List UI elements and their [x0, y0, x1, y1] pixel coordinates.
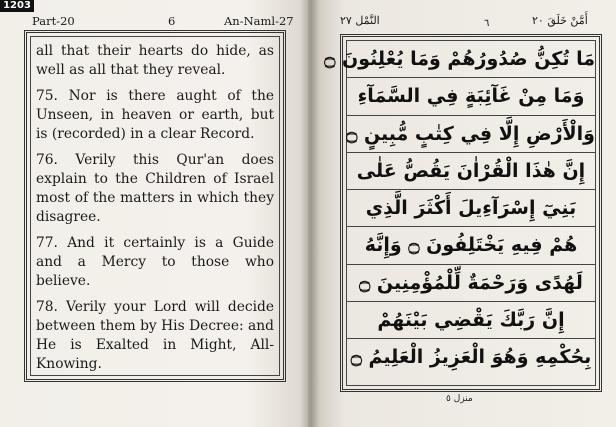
arabic-line: إِنَّ رَبَّكَ يَقْضِي بَيْنَهُمْ [347, 302, 595, 339]
translation-paragraph: 75. Nor is there aught of the Unseen, in heaven or earth, but is (recorded) in a clear Record. [36, 88, 274, 142]
arabic-line: إِنَّ هٰذَا الْقُرْاٰنَ يَقُصُّ عَلٰى [347, 153, 595, 190]
translation-text [36, 42, 274, 381]
image-number-badge: 1203 [0, 0, 34, 12]
book-gutter [300, 0, 320, 427]
right-header-surah: النَّمْل ٢٧ [340, 14, 380, 27]
translation-paragraph: 78. Verily your Lord will decide between them by His Decree: and He is Exalted in Might, All-Knowing. [36, 299, 274, 372]
arabic-line: هُمْ فِيهِ يَخْتَلِفُونَ ۝ وَإِنَّهُ [347, 227, 595, 264]
arabic-line: بَنِيٓ إِسْرَآءِيلَ أَكْثَرَ الَّذِي [347, 190, 595, 227]
left-header-number: 6 [168, 14, 176, 28]
translation-paragraph: 76. Verily this Qur'an does explain to the Children of Israel most of the matters in which they disagree. [36, 152, 274, 225]
right-header-part: أَمَّنْ خَلَقَ ٢٠ [532, 14, 588, 27]
translation-paragraph: 77. And it certainly is a Guide and a Mercy to those who believe. [36, 235, 274, 289]
arabic-line: مَا تُكِنُّ صُدُورُهُمْ وَمَا يُعْلِنُونَ ۝ [347, 41, 595, 78]
left-header-part: Part-20 [32, 14, 75, 28]
manzil-footer: منزل ٥ [446, 394, 473, 404]
arabic-line: لَهُدًى وَرَحْمَةٌ لِّلْمُؤْمِنِينَ ۝ [347, 265, 595, 302]
left-header-surah: An-Naml-27 [224, 14, 294, 28]
right-header-number: ٦ [484, 18, 490, 29]
arabic-text [324, 41, 595, 377]
arabic-line: وَالْأَرْضِ إِلَّا فِي كِتٰبٍ مُّبِينٍ ۝ [347, 116, 595, 153]
arabic-line: وَمَا مِنْ غَآئِبَةٍ فِي السَّمَآءِ [347, 78, 595, 115]
translation-paragraph: all that their hearts do hide, as well as all that they reveal. [36, 43, 274, 78]
arabic-line: بِحُكْمِهِ وَهُوَ الْعَزِيزُ الْعَلِيمُ ۝ [350, 346, 592, 369]
